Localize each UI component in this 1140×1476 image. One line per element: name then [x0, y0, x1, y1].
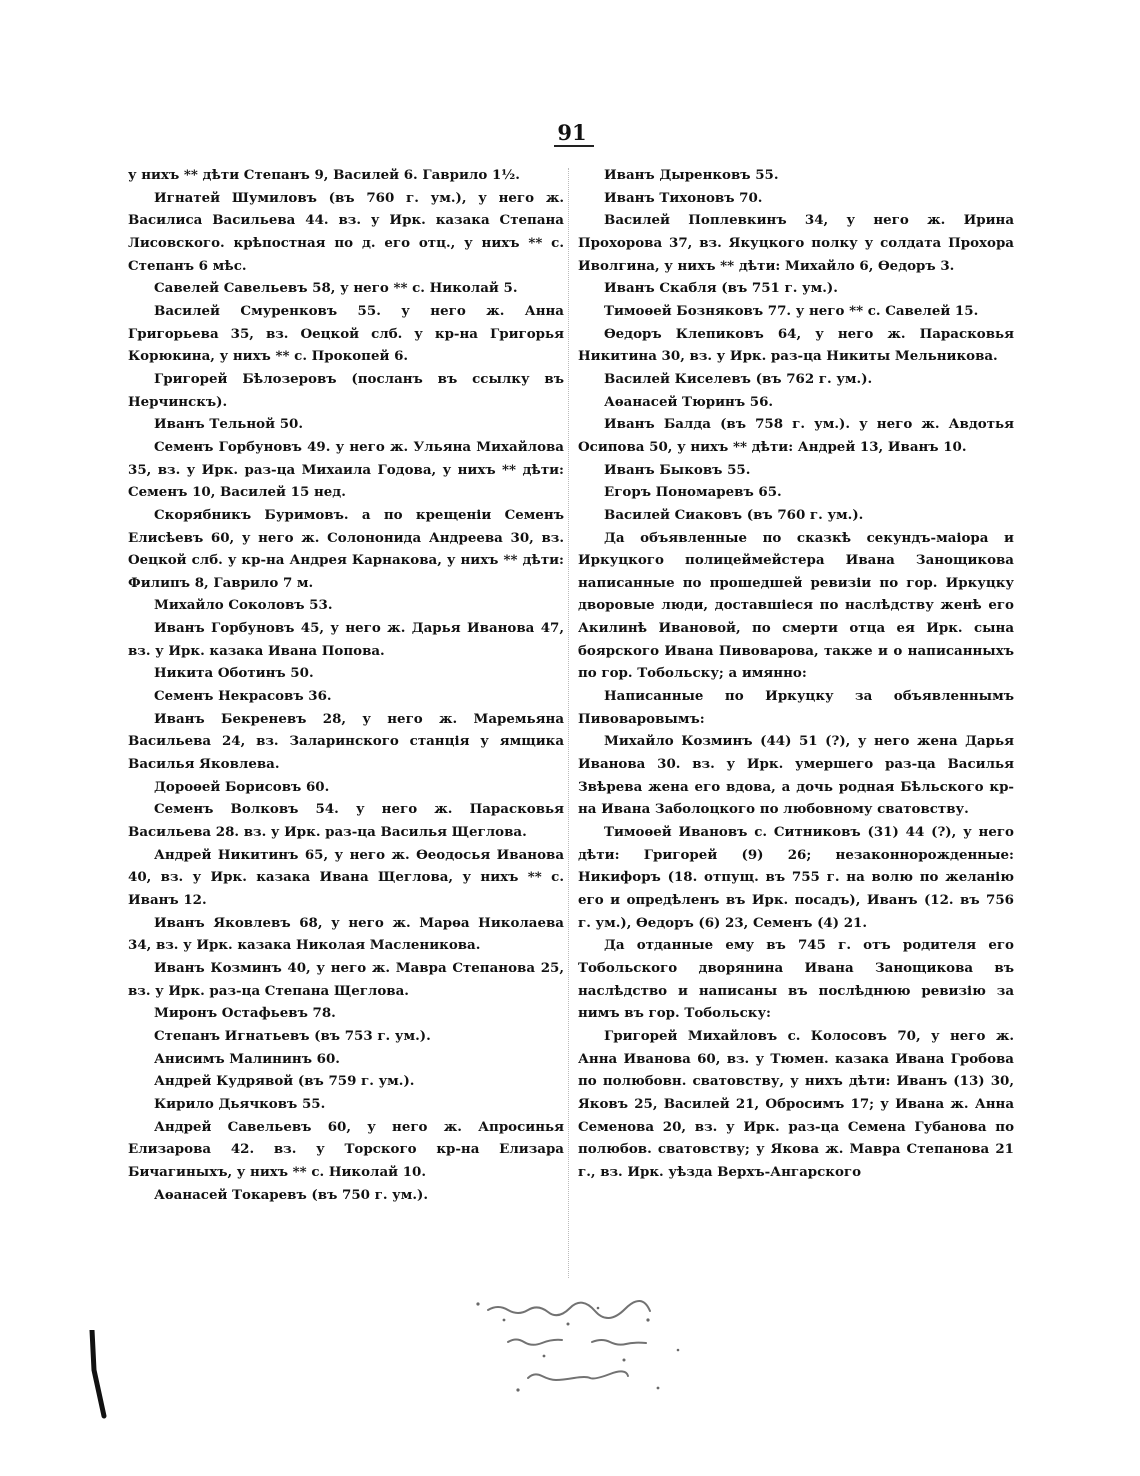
- column-divider: [568, 168, 569, 1278]
- paragraph: Аѳанасей Тюринъ 56.: [604, 393, 774, 410]
- paragraph: Игнатей Шумиловъ (въ 760 г. ум.), у него ж. Василиса Васильева 44. вз. у Ирк. казака Степана Лисовского. крѣпостная по д. его отц., у нихъ ** с. Степанъ 6 мѣс.: [128, 189, 564, 274]
- paragraph: Михайло Козминъ (44) 51 (?), у него жена Дарья Иванова 30. вз. у Ирк. умершего раз-ца Василья Звѣрева жена его вдова, а дочь родная Бѣльского кр-на Ивана Заболоцкого по любовному сватовству.: [578, 733, 1014, 818]
- left-column: [128, 164, 564, 1206]
- paragraph: Григорей Бѣлозеровъ (посланъ въ ссылку въ Нерчинскъ).: [128, 370, 564, 410]
- paragraph: Тимоѳей Ивановъ с. Ситниковъ (31) 44 (?), у него дѣти: Григорей (9) 26; незаконнорожденные: Никифоръ (18. отпущ. въ 755 г. на волю по желанію его и опредѣленъ въ Ирк. посадъ), Иванъ (12. въ 756 г. ум.), Ѳедоръ (6) 23, Семенъ (4) 21.: [578, 824, 1014, 931]
- paragraph: Иванъ Тихоновъ 70.: [604, 189, 763, 206]
- paragraph: Тимоѳей Бозняковъ 77. у него ** с. Савелей 15.: [604, 302, 979, 319]
- paragraph: Андрей Кудрявой (въ 759 г. ум.).: [154, 1073, 415, 1090]
- paragraph: Кирило Дьячковъ 55.: [154, 1095, 326, 1112]
- paragraph: Ѳедоръ Клепиковъ 64, у него ж. Парасковья Никитина 30, вз. у Ирк. раз-ца Никиты Мельникова.: [578, 325, 1014, 365]
- paragraph: Да отданные ему въ 745 г. отъ родителя его Тобольского дворянина Ивана Занощикова въ наслѣдство и написаны въ послѣднюю ревизію за нимъ въ гор. Тобольску:: [578, 937, 1014, 1022]
- paragraph: Иванъ Балда (въ 758 г. ум.). у него ж. Авдотья Осипова 50, у нихъ ** дѣти: Андрей 13, Иванъ 10.: [578, 416, 1014, 455]
- paragraph: Иванъ Яковлевъ 68, у него ж. Марѳа Николаева 34, вз. у Ирк. казака Николая Масленикова.: [128, 914, 564, 954]
- paragraph: Семенъ Горбуновъ 49. у него ж. Ульяна Михайлова 35, вз. у Ирк. раз-ца Михаила Годова, у нихъ ** дѣти: Семенъ 10, Василей 15 нед.: [128, 438, 564, 501]
- paragraph: Савелей Савельевъ 58, у него ** с. Николай 5.: [154, 280, 518, 297]
- paragraph: Григорей Михайловъ с. Колосовъ 70, у него ж. Анна Иванова 60, вз. у Тюмен. казака Ивана Гробова по полюбовн. сватовству, у нихъ дѣти: Иванъ (13) 30, Яковъ 25, Василей 21, Обросимъ 17; у Ивана ж. Анна Семенова 20, вз. у Ирк. раз-ца Семена Губанова по полюбов. сватовству; у Якова ж. Мавра Степанова 21 г., вз. Ирк. уѣзда Верхъ-Ангарского: [578, 1027, 1014, 1180]
- paragraph: Семенъ Некрасовъ 36.: [154, 688, 332, 705]
- paragraph: Миронъ Остафьевъ 78.: [154, 1005, 336, 1022]
- paragraph: Иванъ Дыренковъ 55.: [604, 167, 779, 183]
- faded-stamp-mark: [448, 1290, 728, 1410]
- paragraph: Иванъ Тельной 50.: [154, 416, 304, 433]
- paragraph: Василей Смуренковъ 55. у него ж. Анна Григорьева 35, вз. Оецкой слб. у кр-на Григорья Корюкина, у нихъ ** с. Прокопей 6.: [128, 302, 564, 365]
- paragraph: Иванъ Горбуновъ 45, у него ж. Дарья Иванова 47, вз. у Ирк. казака Ивана Попова.: [128, 620, 564, 659]
- right-column: [578, 164, 1014, 1184]
- paragraph: Аѳанасей Токаревъ (въ 750 г. ум.).: [154, 1186, 429, 1203]
- paragraph: Иванъ Бекреневъ 28, у него ж. Маремьяна Васильева 24, вз. Заларинского станція у ямщика Василья Яковлева.: [128, 710, 564, 773]
- paragraph: Андрей Савельевъ 60, у него ж. Апросинья Елизарова 42. вз. у Торского кр-на Елизара Бичагиныхъ, у нихъ ** с. Николай 10.: [128, 1118, 564, 1180]
- paragraph: Степанъ Игнатьевъ (въ 753 г. ум.).: [154, 1027, 431, 1044]
- paragraph: Иванъ Скабля (въ 751 г. ум.).: [604, 280, 838, 297]
- paragraph: Василей Сиаковъ (въ 760 г. ум.).: [604, 506, 864, 523]
- paragraph: Михайло Соколовъ 53.: [154, 597, 333, 614]
- paragraph: Егоръ Пономаревъ 65.: [604, 484, 782, 501]
- paragraph: Анисимъ Малининъ 60.: [154, 1050, 340, 1067]
- page-number-rule: [554, 145, 594, 147]
- paragraph: Семенъ Волковъ 54. у него ж. Парасковья Васильева 28. вз. у Ирк. раз-ца Василья Щеглова.: [128, 801, 564, 841]
- paragraph: Написанные по Иркуцку за объявленнымъ Пивоваровымъ:: [578, 688, 1014, 727]
- paragraph: Андрей Никитинъ 65, у него ж. Ѳеодосья Иванова 40, вз. у Ирк. казака Ивана Щеглова, у нихъ ** с. Иванъ 12.: [128, 846, 564, 908]
- scan-edge-mark: [88, 1330, 118, 1420]
- paragraph: Никита Оботинъ 50.: [154, 665, 314, 682]
- paragraph: Дороѳей Борисовъ 60.: [154, 778, 330, 795]
- page-number: 91: [557, 120, 587, 145]
- document-page: [88, 0, 1056, 1476]
- paragraph: Иванъ Быковъ 55.: [604, 461, 751, 478]
- paragraph: у нихъ ** дѣти Степанъ 9, Василей 6. Гаврило 1½.: [128, 167, 520, 183]
- paragraph: Скорябникъ Буримовъ. а по крещеніи Семенъ Елисѣевъ 60, у него ж. Солононида Андреева 30, вз. Оецкой слб. у кр-на Андрея Карнакова, у нихъ ** дѣти: Филипъ 8, Гаврило 7 м.: [128, 506, 564, 591]
- paragraph: Да объявленные по сказкѣ секундъ-маіора и Иркуцкого полицеймейстера Ивана Занощикова написанные по прошедшей ревизіи по гор. Иркуцку дворовые люди, доставшіеся по наслѣдству женѣ его Акилинѣ Ивановой, по смерти отца ея Ирк. сына боярского Ивана Пивоварова, также и о написанныхъ по гор. Тобольску; а имянно:: [578, 529, 1014, 682]
- paragraph: Василей Киселевъ (въ 762 г. ум.).: [604, 370, 873, 387]
- paragraph: Василей Поплевкинъ 34, у него ж. Ирина Прохорова 37, вз. Якуцкого полку у солдата Прохора Иволгина, у нихъ ** дѣти: Михайло 6, Ѳедоръ 3.: [578, 212, 1014, 274]
- paragraph: Иванъ Козминъ 40, у него ж. Мавра Степанова 25, вз. у Ирк. раз-ца Степана Щеглова.: [128, 959, 564, 999]
